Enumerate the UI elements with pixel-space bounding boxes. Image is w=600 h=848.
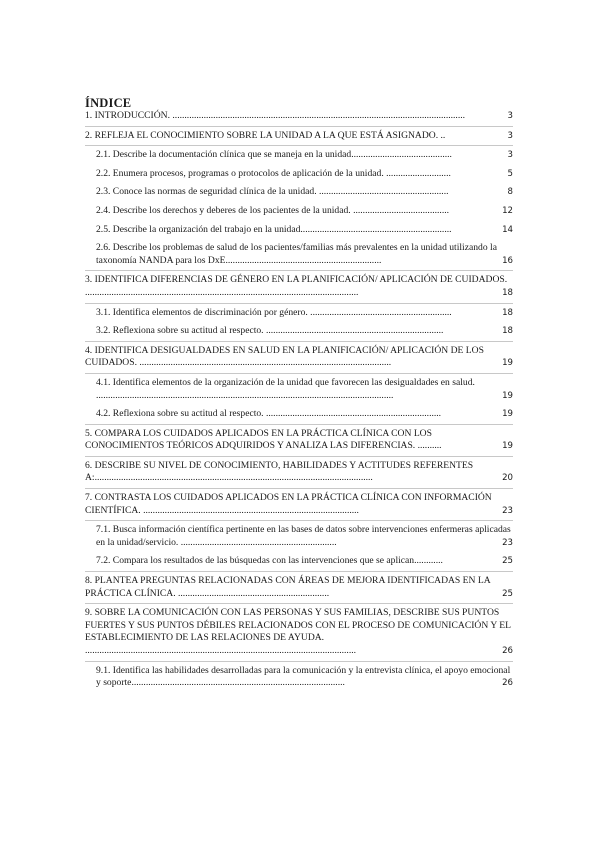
toc-entry-text: 3.2. Reflexiona sobre su actitud al respecto. .......................................................................... — [96, 325, 444, 337]
toc-divider — [85, 145, 513, 146]
toc-divider — [85, 424, 513, 425]
toc-section-entry[interactable] — [85, 492, 513, 517]
toc-divider — [85, 456, 513, 457]
toc-entry-text: 2.1. Describe la documentación clínica que se maneja en la unidad.......................................... — [96, 149, 452, 161]
toc-divider — [85, 571, 513, 572]
toc-page-number: 23 — [502, 537, 513, 548]
toc-subsection-entry[interactable] — [96, 205, 513, 218]
toc-section-entry[interactable] — [85, 575, 513, 600]
toc-page-number: 19 — [502, 409, 513, 420]
toc-entry-text: 2.4. Describe los derechos y deberes de los pacientes de la unidad. ........................................ — [96, 204, 450, 216]
toc-section-entry[interactable] — [85, 110, 513, 123]
toc-section-entry[interactable] — [85, 345, 513, 370]
toc-page-number: 20 — [502, 473, 513, 484]
toc-page-number: 18 — [502, 287, 513, 298]
toc-page-number: 18 — [502, 326, 513, 337]
toc-page-number: 19 — [502, 358, 513, 369]
toc-divider — [85, 603, 513, 604]
toc-subsection-entry[interactable] — [96, 524, 513, 549]
toc-page-number: 12 — [502, 205, 513, 216]
toc-page-number: 26 — [502, 678, 513, 689]
toc-page-number: 19 — [502, 441, 513, 452]
toc-section-entry[interactable] — [85, 428, 513, 453]
toc-page-number: 5 — [507, 168, 513, 179]
toc-page-number: 25 — [502, 588, 513, 599]
toc-section-entry[interactable] — [85, 130, 513, 143]
toc-entry-text: 1. INTRODUCCIÓN. .......................................................................................................................... — [85, 110, 466, 121]
toc-subsection-entry[interactable] — [96, 307, 513, 320]
toc-divider — [85, 520, 513, 521]
toc-page-number: 16 — [502, 255, 513, 266]
toc-section-entry[interactable] — [85, 274, 513, 299]
toc-divider — [85, 303, 513, 304]
toc-entry-text: 8. PLANTEA PREGUNTAS RELACIONADAS CON ÁREAS DE MEJORA IDENTIFICADAS EN LA PRÁCTICA CLÍNICA. ............................................................... — [85, 575, 491, 599]
toc-entry-text: 6. DESCRIBE SU NIVEL DE CONOCIMIENTO, HABILIDADES Y ACTITUDES REFERENTES A:.................................................................................................................... — [85, 459, 474, 484]
toc-entry-text: 9.1. Identifica las habilidades desarrolladas para la comunicación y la entrevista clínica, el apoyo emocional y soporte......................................................................................... — [96, 664, 511, 689]
toc-page-number: 14 — [502, 224, 513, 235]
toc-page-number: 3 — [507, 150, 513, 161]
toc-section-entry[interactable] — [85, 460, 513, 485]
toc-entry-text: 9. SOBRE LA COMUNICACIÓN CON LAS PERSONAS Y SUS FAMILIAS, DESCRIBE SUS PUNTOS FUERTES Y SUS PUNTOS DÉBILES RELACIONADOS CON EL PROCESO DE COMUNICACIÓN Y EL ESTABLECIMIENTO DE LAS RELACIONES DE AYUDA. ................................................................................................................. — [85, 607, 511, 656]
toc-subsection-entry[interactable] — [96, 555, 513, 568]
toc-entry-text: 3. IDENTIFICA DIFERENCIAS DE GÉNERO EN LA PLANIFICACIÓN/ APLICACIÓN DE CUIDADOS. .................................................................................................................. — [85, 274, 508, 298]
toc-entry-text: 7.1. Busca información científica pertinente en las bases de datos sobre intervenciones enfermeras aplicadas en la unidad/servicio. ................................................................. — [96, 524, 511, 548]
toc-subsection-entry[interactable] — [96, 408, 513, 421]
toc-subsection-entry[interactable] — [96, 665, 513, 690]
toc-page-number: 18 — [502, 307, 513, 318]
toc-entry-text: 4. IDENTIFICA DESIGUALDADES EN SALUD EN LA PLANIFICACIÓN/ APLICACIÓN DE LOS CUIDADOS. ......................................................................................................... — [85, 344, 484, 369]
toc-subsection-entry[interactable] — [96, 242, 513, 267]
toc-divider — [85, 373, 513, 374]
toc-divider — [85, 341, 513, 342]
toc-subsection-entry[interactable] — [96, 224, 513, 237]
toc-entry-text: 4.1. Identifica elementos de la organización de la unidad que favorecen las desigualdades en salud. ............................................................................................................................ — [96, 376, 475, 401]
toc-title: ÍNDICE — [85, 96, 132, 110]
toc-entry-text: 2.5. Describe la organización del trabajo en la unidad............................................................... — [96, 223, 452, 235]
toc-page-number: 3 — [507, 111, 513, 121]
toc-spacer — [85, 690, 513, 696]
toc-section-entry[interactable] — [85, 607, 513, 657]
toc-subsection-entry[interactable] — [96, 325, 513, 338]
toc-entry-text: 7.2. Compara los resultados de las búsquedas con las intervenciones que se aplican............ — [96, 555, 443, 567]
toc-page-number: 23 — [502, 505, 513, 516]
toc-entry-text: 3.1. Identifica elementos de discriminación por género. ........................................................... — [96, 306, 452, 318]
toc-entry-text: 2.2. Enumera procesos, programas o protocolos de aplicación de la unidad. ........................... — [96, 167, 451, 179]
toc-divider — [85, 126, 513, 127]
toc-subsection-entry[interactable] — [96, 186, 513, 199]
toc-divider — [85, 661, 513, 662]
toc-entry-text: 2.3. Conoce las normas de seguridad clínica de la unidad. ...................................................... — [96, 186, 449, 198]
toc-page-number: 8 — [507, 187, 513, 198]
toc-page-number: 3 — [507, 130, 513, 141]
toc-divider — [85, 270, 513, 271]
toc-page-number: 26 — [502, 646, 513, 656]
toc-subsection-entry[interactable] — [96, 377, 513, 402]
toc-subsection-entry[interactable] — [96, 149, 513, 162]
toc-entry-text: 2.6. Describe los problemas de salud de los pacientes/familias más prevalentes en la unidad utilizando la taxonomía NANDA para los DxE................................................................. — [96, 242, 497, 266]
toc-subsection-entry[interactable] — [96, 168, 513, 181]
toc-entry-text: 4.2. Reflexiona sobre su actitud al respecto. ......................................................................... — [96, 408, 442, 420]
toc-entry-text: 5. COMPARA LOS CUIDADOS APLICADOS EN LA PRÁCTICA CLÍNICA CON LOS CONOCIMIENTOS TEÓRICOS ADQUIRIDOS Y ANALIZA LAS DIFERENCIAS. .......... — [85, 427, 442, 452]
toc-page-number: 25 — [502, 556, 513, 567]
toc-entry-text: 2. REFLEJA EL CONOCIMIENTO SOBRE LA UNIDAD A LA QUE ESTÁ ASIGNADO. .. — [85, 129, 446, 141]
toc-entry-text: 7. CONTRASTA LOS CUIDADOS APLICADOS EN LA PRÁCTICA CLÍNICA CON INFORMACIÓN CIENTÍFICA. .......................................................................................... — [85, 492, 492, 516]
toc-page-number: 19 — [502, 390, 513, 401]
toc-list — [85, 110, 513, 696]
toc-divider — [85, 488, 513, 489]
